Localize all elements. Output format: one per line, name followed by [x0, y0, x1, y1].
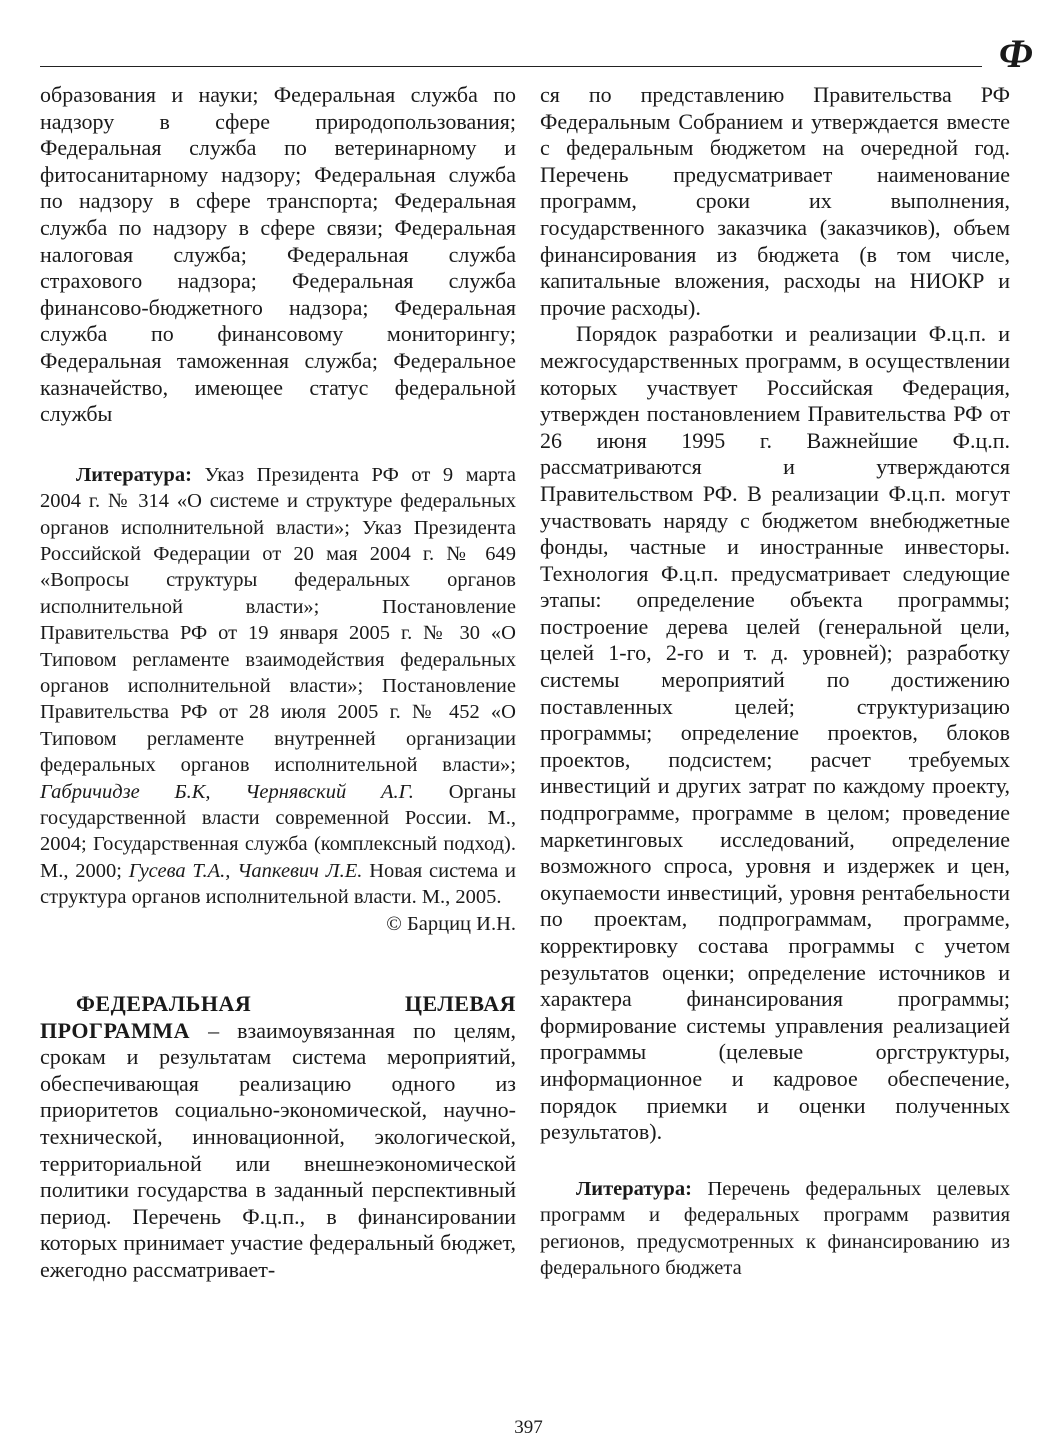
running-header-letter: Ф [998, 31, 1033, 76]
literature-text-2: Органы государственной власти современной России. М., 2004; Государственная служба (комплексный подход). М., 2000; [40, 780, 516, 882]
left-paragraph-continuation: образования и науки; Федеральная служба по надзору в сфере природопользования; Федеральная служба по ветеринарному и фитосанитарному надзору; Федеральная служба по надзору в сфере транспорта; Федеральная служба по надзору в сфере связи; Федеральная налоговая служба; Федеральная служба страхового надзора; Федеральная служба финансово-бюджетного надзора; Федеральная служба по финансовому мониторингу; Федеральная таможенная служба; Федеральное казначейство, имеющее статус федеральной службы [40, 82, 516, 427]
literature-text-3: Новая система и структура органов исполнительной власти. М., 2005. [40, 859, 516, 909]
spacer [540, 1146, 1010, 1176]
literature-author-1: Габричидзе Б.К, Чернявский А.Г. [40, 780, 414, 803]
dictionary-entry [40, 991, 516, 1284]
literature-block-right [540, 1176, 1010, 1282]
spacer [40, 937, 516, 991]
literature-text-1: Указ Президента РФ от 9 марта 2004 г. № 314 «О системе и структуре федеральных органов исполнительной власти»; Указ Президента Российской Федерации от 20 мая 2004 г. № 649 «Вопросы структуры федеральных органов исполнительной власти»; Постановление Правительства РФ от 19 января 2005 г. № 30 «О Типовом регламенте взаимодействия федеральных органов исполнительной власти»; Постановление Правительства РФ от 28 июля 2005 г. № 452 «О Типовом регламенте внутренней организации федеральных органов исполнительной власти»; [40, 463, 516, 777]
entry-title: ФЕДЕРАЛЬНАЯ ЦЕЛЕВАЯ ПРОГРАММА [40, 991, 516, 1043]
right-column [540, 82, 1010, 1281]
left-column [40, 82, 516, 1284]
literature-label: Литература: [576, 1177, 692, 1200]
right-paragraph-2: Порядок разработки и реализации Ф.ц.п. и межгосударственных программ, в осуществлении которых участвует Российская Федерация, утвержден постановлением Правительства РФ от 26 июня 1995 г. Важнейшие Ф.ц.п. рассматриваются и утверждаются Правительством РФ. В реализации Ф.ц.п. могут участвовать наряду с бюджетом внебюджетные фонды, частные и иностранные инвесторы. Технология Ф.ц.п. предусматривает следующие этапы: определение объекта программы; построение дерева целей (генеральной цели, целей 1-го, 2-го и т. д. уровней); разработку системы мероприятий по достижению поставленных целей; структуризацию программы; определение проектов, блоков проектов, подсистем; расчет требуемых инвестиций и других затрат по каждому проекту, подпрограмме, программе в целом; проведение маркетинговых исследований, определение возможного спроса, уровня и издержек и цен, окупаемости инвестиций, уровня рентабельности по проектам, подпрограммам, программе, корректировку состава программы с учетом результатов оценки; определение источников и характера финансирования программы; формирование системы управления реализацией программы (целевые оргструктуры, информационное и кадровое обеспечение, порядок приемки и оценки полученных результатов). [540, 321, 1010, 1145]
literature-text: Перечень федеральных целевых программ и федеральных программ развития регионов, предусмотренных к финансированию из федерального бюджета [540, 1177, 1010, 1279]
header-rule [40, 66, 982, 67]
literature-label: Литература: [76, 463, 192, 486]
literature-author-2: Гусева Т.А., Чапкевич Л.Е. [128, 859, 363, 882]
literature-block-left [40, 462, 516, 911]
page-number: 397 [514, 1417, 543, 1438]
entry-definition: – взаимоувязанная по целям, срокам и результатам система мероприятий, обеспечивающая реализацию одного из приоритетов социально-экономической, научно-технической, инновационной, экологической, территориальной или внешнеэкономической политики государства в заданный перспективный период. Перечень Ф.ц.п., в финансировании которых принимает участие федеральный бюджет, ежегодно рассматривает- [40, 1017, 516, 1282]
right-paragraph-1: ся по представлению Правительства РФ Федеральным Собранием и утверждается вместе с федеральным бюджетом на очередной год. Перечень предусматривает наименование программ, сроки их выполнения, государственного заказчика (заказчиков), объем финансирования из бюджета (в том числе, капитальные вложения, расходы на НИОКР и прочие расходы). [540, 82, 1010, 320]
spacer [40, 428, 516, 462]
author-signature: © Барциц И.Н. [386, 912, 516, 935]
